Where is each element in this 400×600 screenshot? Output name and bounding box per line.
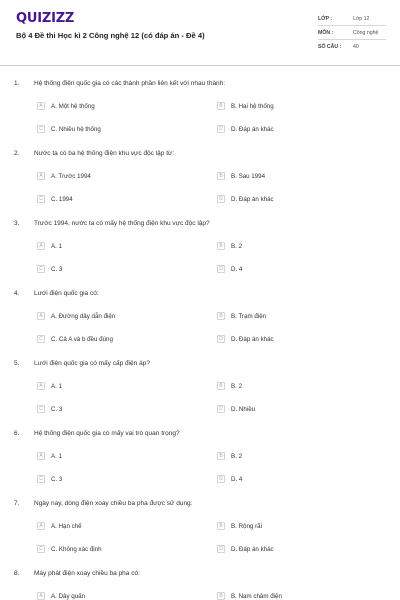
question-1 xyxy=(0,80,400,150)
meta-row-class xyxy=(318,12,386,26)
option-letter-box: C xyxy=(37,125,45,133)
option-letter-box: A xyxy=(37,592,45,600)
answer-option-d[interactable] xyxy=(217,474,242,484)
option-text: B. 2 xyxy=(231,382,243,390)
question-6 xyxy=(0,430,400,500)
answer-option-a[interactable] xyxy=(37,521,82,531)
option-letter-box: A xyxy=(37,452,45,460)
option-letter-box: D xyxy=(217,125,225,133)
question-4 xyxy=(0,290,400,360)
answer-option-b[interactable] xyxy=(217,311,266,321)
answer-option-a[interactable] xyxy=(37,101,95,111)
option-text: A. Dây quấn xyxy=(51,592,86,600)
option-letter-box: D xyxy=(217,545,225,553)
question-number: 3. xyxy=(14,220,20,227)
option-letter-box: D xyxy=(217,405,225,413)
option-letter-box: B xyxy=(217,172,225,180)
option-text: D. 4 xyxy=(231,265,243,273)
worksheet-title: Bộ 4 Đề thi Học kì 2 Công nghệ 12 (có đáp án - Đề 4) xyxy=(16,31,205,40)
option-text: B. Nam châm điện xyxy=(231,592,282,600)
option-text: D. Đáp án khác xyxy=(231,195,274,203)
option-text: B. Sau 1994 xyxy=(231,172,266,180)
option-letter-box: D xyxy=(217,475,225,483)
option-text: B. Hai hệ thống xyxy=(231,102,274,110)
meta-label: MÔN : xyxy=(318,29,334,36)
option-text: A. 1 xyxy=(51,452,63,460)
question-7 xyxy=(0,500,400,570)
option-text: B. 2 xyxy=(231,452,243,460)
answer-option-c[interactable] xyxy=(37,264,62,274)
option-letter-box: A xyxy=(37,382,45,390)
answer-option-a[interactable] xyxy=(37,591,85,600)
meta-label: LỚP : xyxy=(318,15,333,22)
option-text: D. Đáp án khác xyxy=(231,545,274,553)
answer-option-b[interactable] xyxy=(217,451,242,461)
worksheet-meta xyxy=(318,12,386,53)
question-text: Hệ thống điện quốc gia có mấy vai trò quan trọng? xyxy=(34,430,180,437)
option-letter-box: B xyxy=(217,312,225,320)
question-text: Lưới điện quốc gia có mấy cấp điện áp? xyxy=(34,360,150,367)
question-number: 4. xyxy=(14,290,20,297)
option-letter-box: B xyxy=(217,382,225,390)
question-number: 2. xyxy=(14,150,20,157)
option-letter-box: B xyxy=(217,592,225,600)
meta-row-count xyxy=(318,40,386,53)
answer-option-c[interactable] xyxy=(37,544,102,554)
answer-option-d[interactable] xyxy=(217,544,274,554)
option-text: C. 3 xyxy=(51,265,63,273)
answer-option-b[interactable] xyxy=(217,171,265,181)
question-number: 7. xyxy=(14,500,20,507)
meta-label: SỐ CÂU : xyxy=(318,43,342,50)
question-text: Lưới điện quốc gia có: xyxy=(34,290,99,297)
option-text: D. 4 xyxy=(231,475,243,483)
header-divider xyxy=(0,65,400,66)
option-text: A. Đường dây dẫn điện xyxy=(51,312,116,320)
question-text: Nước ta có ba hệ thống điện khu vực độc lập từ: xyxy=(34,150,175,157)
option-text: D. Đáp án khác xyxy=(231,125,274,133)
quizizz-logo[interactable]: QUIZIZZ xyxy=(16,11,75,26)
answer-option-d[interactable] xyxy=(217,404,255,414)
meta-row-subject xyxy=(318,26,386,40)
question-text: Hệ thống điện quốc gia có các thành phần liên kết với nhau thành: xyxy=(34,80,226,87)
answer-option-c[interactable] xyxy=(37,334,113,344)
option-text: C. 3 xyxy=(51,405,63,413)
answer-option-a[interactable] xyxy=(37,171,91,181)
answer-option-b[interactable] xyxy=(217,101,274,111)
answer-option-b[interactable] xyxy=(217,521,262,531)
answer-option-c[interactable] xyxy=(37,474,62,484)
option-text: D. Đáp án khác xyxy=(231,335,274,343)
option-letter-box: C xyxy=(37,475,45,483)
question-number: 5. xyxy=(14,360,20,367)
option-letter-box: C xyxy=(37,265,45,273)
answer-option-d[interactable] xyxy=(217,264,242,274)
question-text: Ngày nay, dòng điện xoay chiều ba pha được sử dụng: xyxy=(34,500,193,507)
answer-option-a[interactable] xyxy=(37,451,62,461)
option-text: B. 2 xyxy=(231,242,243,250)
option-text: A. Trước 1994 xyxy=(51,172,91,180)
option-letter-box: A xyxy=(37,242,45,250)
question-8 xyxy=(0,570,400,600)
option-letter-box: C xyxy=(37,405,45,413)
question-number: 1. xyxy=(14,80,20,87)
answer-option-c[interactable] xyxy=(37,194,73,204)
option-text: C. 3 xyxy=(51,475,63,483)
option-text: C. Không xác định xyxy=(51,545,102,553)
option-letter-box: D xyxy=(217,265,225,273)
question-number: 8. xyxy=(14,570,20,577)
answer-option-b[interactable] xyxy=(217,381,242,391)
question-number: 6. xyxy=(14,430,20,437)
option-text: C. Cả A và b đều đúng xyxy=(51,335,113,343)
question-5 xyxy=(0,360,400,430)
option-letter-box: B xyxy=(217,452,225,460)
answer-option-d[interactable] xyxy=(217,124,274,134)
answer-option-d[interactable] xyxy=(217,334,274,344)
question-text: Trước 1994, nước ta có mấy hệ thống điện khu vực độc lập? xyxy=(34,220,210,227)
option-letter-box: B xyxy=(217,102,225,110)
option-text: A. 1 xyxy=(51,242,63,250)
option-letter-box: C xyxy=(37,335,45,343)
option-letter-box: B xyxy=(217,242,225,250)
answer-option-b[interactable] xyxy=(217,591,282,600)
option-text: A. Hạn chế xyxy=(51,522,82,530)
answer-option-d[interactable] xyxy=(217,194,274,204)
meta-value: Lớp 12 xyxy=(353,15,370,22)
answer-option-a[interactable] xyxy=(37,241,62,251)
option-letter-box: A xyxy=(37,522,45,530)
option-letter-box: B xyxy=(217,522,225,530)
option-text: A. 1 xyxy=(51,382,63,390)
answer-option-a[interactable] xyxy=(37,311,115,321)
meta-value: 40 xyxy=(353,43,359,50)
option-letter-box: A xyxy=(37,312,45,320)
question-3 xyxy=(0,220,400,290)
meta-value: Công nghệ xyxy=(353,29,379,36)
option-letter-box: C xyxy=(37,545,45,553)
option-letter-box: A xyxy=(37,172,45,180)
answer-option-b[interactable] xyxy=(217,241,242,251)
option-letter-box: D xyxy=(217,335,225,343)
option-text: B. Rộng rãi xyxy=(231,522,262,530)
option-letter-box: A xyxy=(37,102,45,110)
option-text: C. 1994 xyxy=(51,195,73,203)
question-2 xyxy=(0,150,400,220)
option-text: D. Nhiều xyxy=(231,405,256,413)
option-text: B. Trạm điện xyxy=(231,312,267,320)
option-letter-box: C xyxy=(37,195,45,203)
answer-option-c[interactable] xyxy=(37,124,101,134)
answer-option-c[interactable] xyxy=(37,404,62,414)
answer-option-a[interactable] xyxy=(37,381,62,391)
option-text: A. Một hệ thống xyxy=(51,102,95,110)
option-text: C. Nhiều hệ thống xyxy=(51,125,101,133)
question-text: Máy phát điện xoay chiều ba pha có: xyxy=(34,570,140,577)
option-letter-box: D xyxy=(217,195,225,203)
